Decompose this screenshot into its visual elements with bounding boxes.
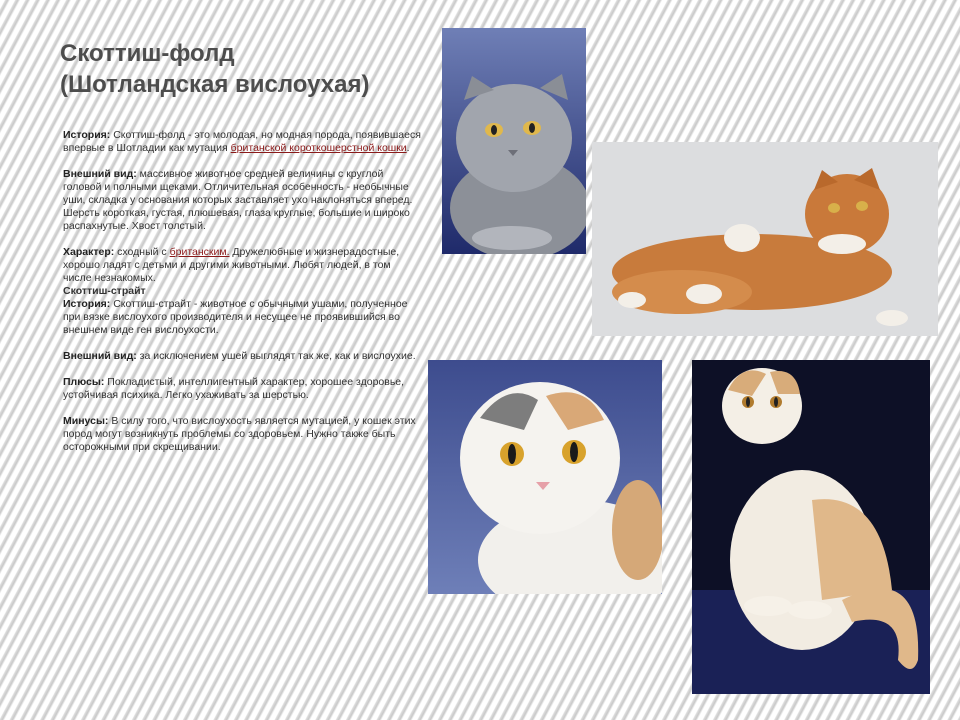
history-label: История: xyxy=(63,129,111,141)
cream-fold-cat-photo xyxy=(692,360,930,694)
pros-label: Плюсы: xyxy=(63,376,105,388)
history-after: . xyxy=(406,142,410,154)
character-before: сходный с xyxy=(114,246,170,258)
fold-appearance xyxy=(63,168,421,233)
page-title xyxy=(60,38,430,100)
pros-text: Покладистый, интеллигентный характер, хорошее здоровье, устойчивая психика. Легко ухаживать за шерстью. xyxy=(63,376,405,401)
appearance-label: Внешний вид: xyxy=(63,168,137,180)
straight-appearance-label: Внешний вид: xyxy=(63,350,137,362)
character-text: Дружелюбные и жизнерадостные, хорошо ладят с детьми и другими животными. Любят людей, в том числе незнакомых. xyxy=(63,246,400,284)
straight-history-text: Скоттиш-страйт - животное с обычными ушами, полученное при вязке вислоухого производителя и несущее не проявившийся во внешнем виде ген вислоухости. xyxy=(63,298,408,336)
grey-fold-cat-photo xyxy=(442,28,586,254)
fold-history xyxy=(63,129,421,155)
straight-history xyxy=(63,298,421,337)
straight-appearance xyxy=(63,350,421,363)
straight-heading: Скоттиш-страйт xyxy=(63,285,146,297)
straight-cons xyxy=(63,415,421,454)
british-shorthair-link[interactable]: британской короткошерстной кошки xyxy=(230,142,407,154)
calico-fold-cat-photo xyxy=(428,360,662,594)
title-line-2: (Шотландская вислоухая) xyxy=(60,71,370,98)
straight-pros xyxy=(63,376,421,402)
fold-character xyxy=(63,246,421,285)
character-label: Характер: xyxy=(63,246,115,258)
cons-label: Минусы: xyxy=(63,415,109,427)
history-text: Скоттиш-фолд - это молодая, но модная порода, появившаеся впервые в Шотладии как мутация xyxy=(63,129,421,154)
breed-description xyxy=(63,129,421,467)
ginger-fold-cat-photo xyxy=(592,142,938,336)
title-line-1: Скоттиш-фолд xyxy=(60,40,235,67)
cons-text: В силу того, что вислоухость является мутацией, у кошек этих пород могут возникнуть проблемы со здоровьем. Нужно также быть осторожными при скрещивании. xyxy=(63,415,416,453)
appearance-text: массивное животное средней величины с круглой головой и полными щеками. Отличительная особенность - необычные уши, складка у основания которых заставляет ухо наклоняться вперед. Шерсть короткая, густая, плюшевая, глаза круглые, большие и широко распахнутые. Хвост толстый. xyxy=(63,168,413,232)
straight-appearance-text: за исключением ушей выглядят так же, как и вислоухие. xyxy=(136,350,416,362)
british-link[interactable]: британским. xyxy=(169,246,230,258)
straight-history-label: История: xyxy=(63,298,111,310)
